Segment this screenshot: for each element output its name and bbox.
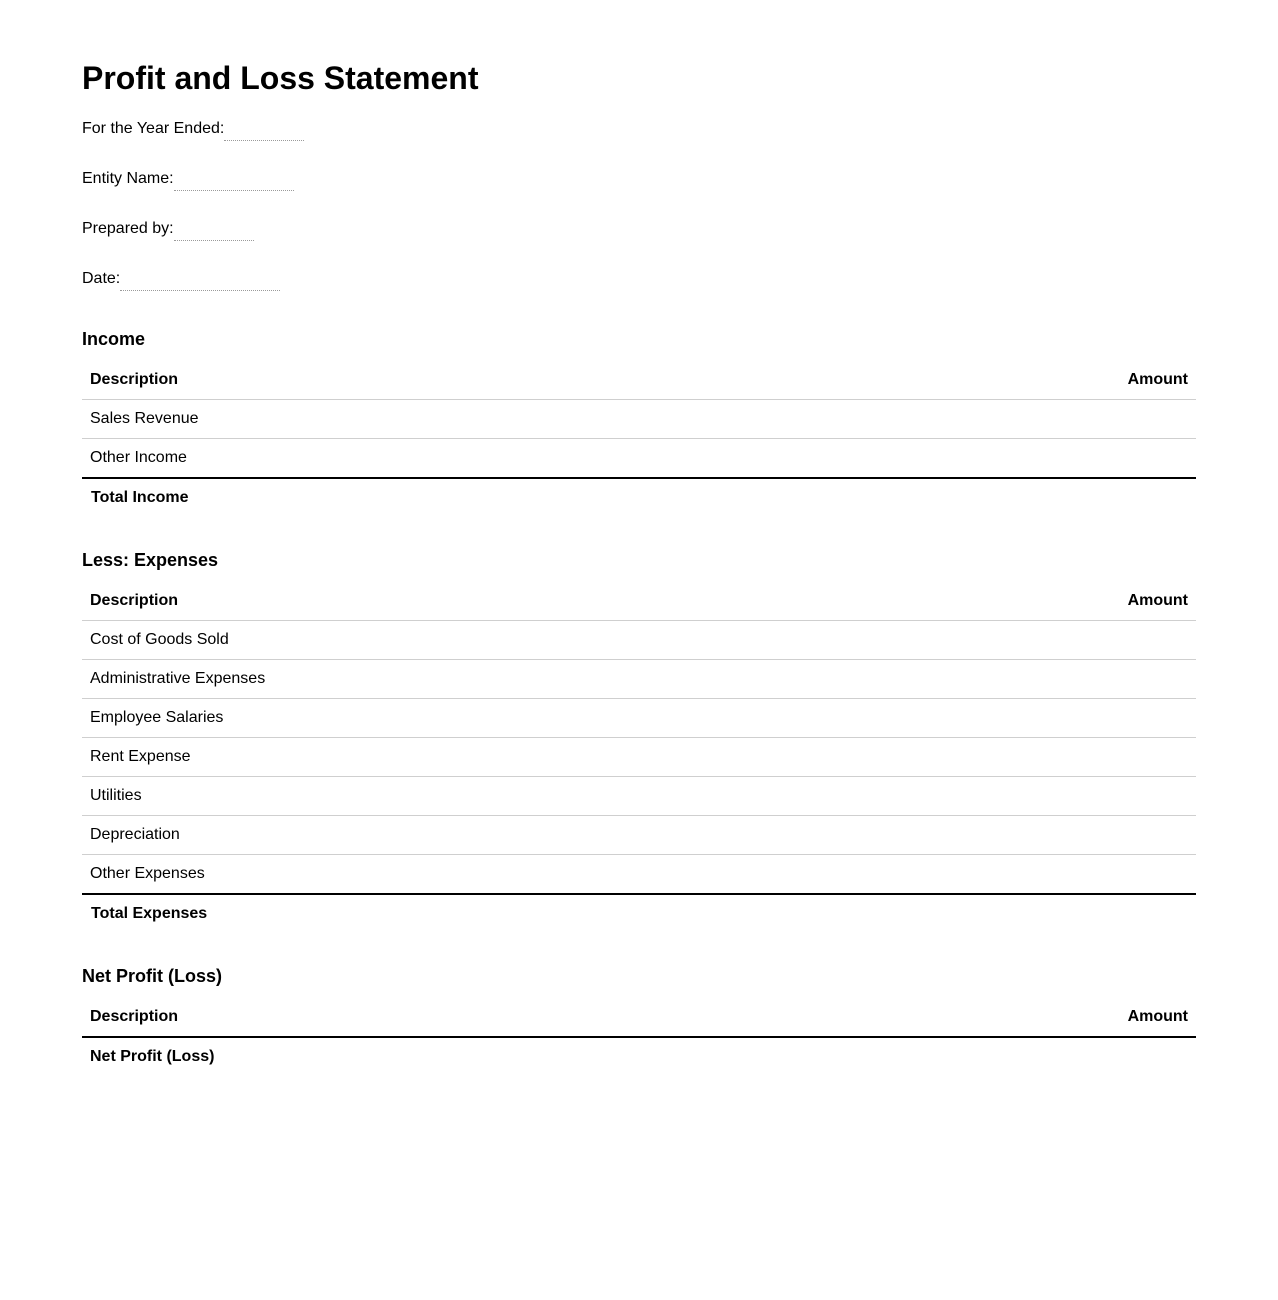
date-field: [82, 269, 280, 289]
expenses-heading: Less: Expenses: [82, 550, 219, 570]
table-row: [82, 699, 1196, 738]
prepared-by-blank[interactable]: [174, 220, 254, 241]
table-row: [82, 777, 1196, 816]
prepared-by-field: [82, 219, 254, 239]
date-blank[interactable]: [120, 270, 280, 291]
expense-row-amount[interactable]: [878, 660, 1196, 699]
income-total-row: [82, 478, 1196, 517]
expense-row-label: Utilities: [82, 777, 878, 816]
net-profit-table: [82, 998, 1196, 1076]
expenses-col-amount: Amount: [878, 582, 1196, 621]
income-header-row: [82, 361, 1196, 400]
income-total-label: Total Income: [91, 489, 189, 506]
entity-name-blank[interactable]: [174, 170, 294, 191]
net-profit-total-row: [82, 1037, 1196, 1076]
entity-name-field: [82, 169, 294, 189]
income-heading: Income: [82, 329, 146, 349]
table-row: [82, 855, 1196, 895]
expense-row-amount[interactable]: [878, 699, 1196, 738]
expense-row-label: Other Expenses: [82, 855, 878, 895]
expense-row-amount[interactable]: [878, 738, 1196, 777]
entity-name-label: Entity Name:: [82, 170, 174, 187]
prepared-by-label: Prepared by:: [82, 220, 174, 237]
net-profit-col-amount: Amount: [803, 998, 1196, 1037]
expenses-total-row: [82, 894, 1196, 933]
year-ended-label: For the Year Ended:: [82, 120, 225, 137]
table-row: [82, 439, 1196, 479]
income-row-amount[interactable]: [772, 400, 1196, 439]
page-title: Profit and Loss Statement: [82, 60, 479, 96]
expense-row-label: Depreciation: [82, 816, 878, 855]
expenses-header-row: [82, 582, 1196, 621]
year-ended-field: [82, 119, 304, 139]
table-row: [82, 816, 1196, 855]
expense-row-label: Administrative Expenses: [82, 660, 878, 699]
expense-row-amount[interactable]: [878, 621, 1196, 660]
income-row-label: Other Income: [82, 439, 772, 479]
expense-row-amount[interactable]: [878, 777, 1196, 816]
year-ended-blank[interactable]: [224, 120, 304, 141]
net-profit-total-label: Net Profit (Loss): [90, 1048, 215, 1065]
income-col-amount: Amount: [772, 361, 1196, 400]
table-row: [82, 660, 1196, 699]
expense-row-amount[interactable]: [878, 855, 1196, 895]
income-table: [82, 361, 1196, 517]
expense-row-label: Employee Salaries: [82, 699, 878, 738]
expenses-table: [82, 582, 1196, 933]
expense-row-amount[interactable]: [878, 816, 1196, 855]
income-row-label: Sales Revenue: [82, 400, 772, 439]
expense-row-label: Cost of Goods Sold: [82, 621, 878, 660]
net-profit-total-amount[interactable]: [803, 1037, 1196, 1076]
net-profit-header-row: [82, 998, 1196, 1037]
net-profit-heading: Net Profit (Loss): [82, 966, 223, 986]
date-label: Date:: [82, 270, 121, 287]
table-row: [82, 738, 1196, 777]
expense-row-label: Rent Expense: [82, 738, 878, 777]
income-row-amount[interactable]: [772, 439, 1196, 479]
expenses-total-label: Total Expenses: [91, 905, 208, 922]
table-row: [82, 621, 1196, 660]
net-profit-col-description: Description: [82, 998, 803, 1037]
income-col-description: Description: [82, 361, 772, 400]
table-row: [82, 400, 1196, 439]
expenses-col-description: Description: [82, 582, 878, 621]
expenses-total-amount[interactable]: [878, 894, 1196, 933]
income-total-amount[interactable]: [772, 478, 1196, 517]
